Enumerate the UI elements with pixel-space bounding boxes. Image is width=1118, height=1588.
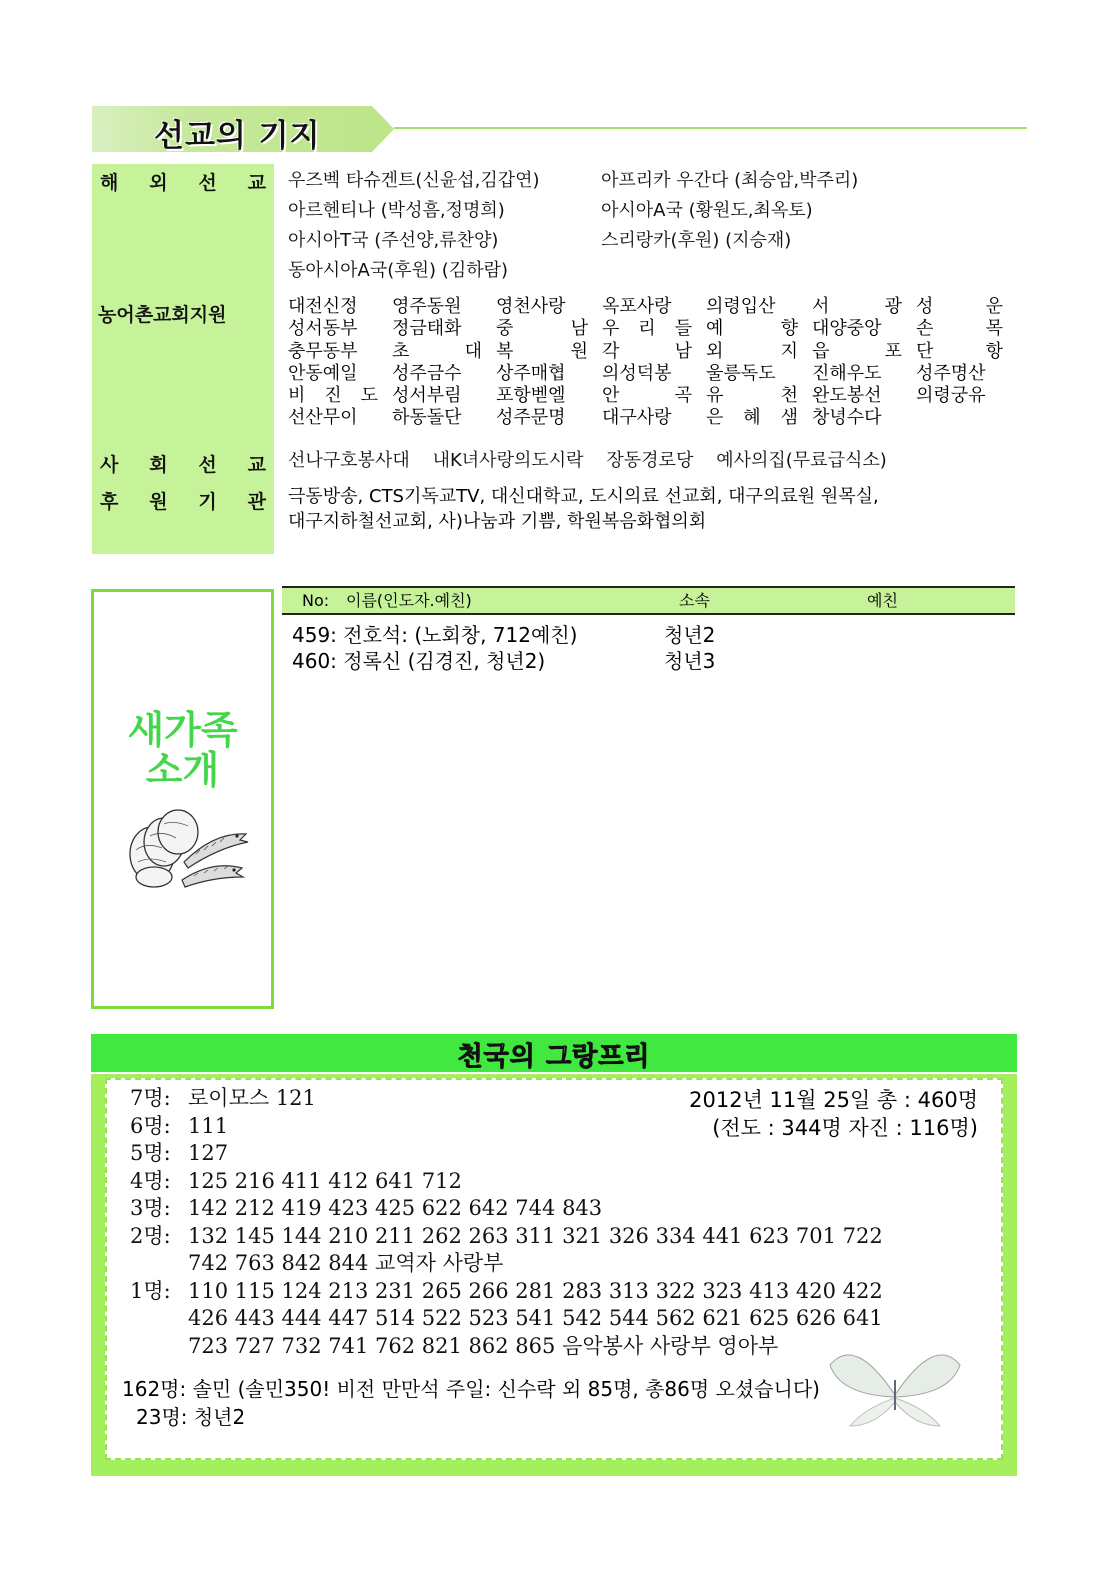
church-name: 초 대	[392, 340, 482, 362]
header-name: 이름(인도자.예친)	[346, 591, 472, 610]
church-name: 은 혜 샘	[706, 407, 798, 429]
church-name: 울릉독도	[706, 362, 776, 384]
church-name: 하동돌단	[392, 407, 462, 429]
church-name: 손 목	[916, 318, 1003, 340]
church-name: 성 운	[916, 296, 1003, 317]
church-name: 영주동원	[392, 296, 462, 317]
ranking-values: 142 212 419 423 425 622 642 744 843	[188, 1196, 603, 1220]
ranking-label: 3명:	[130, 1196, 171, 1220]
table-row	[288, 363, 1003, 385]
ranking-row	[130, 1195, 883, 1223]
ranking-values: 로이모스 121	[188, 1086, 316, 1110]
church-name: 성서동부	[288, 318, 358, 340]
church-name: 의성덕봉	[602, 362, 672, 384]
ranking-row	[130, 1278, 883, 1306]
ranking-label: 2명:	[130, 1223, 171, 1248]
church-name: 성주문명	[496, 407, 566, 429]
new-family-table-header	[282, 586, 1015, 615]
church-name: 성주금수	[392, 362, 462, 384]
ranking-label: 5명:	[130, 1141, 171, 1165]
table-row	[288, 385, 1003, 407]
church-name: 비 진 도	[288, 385, 378, 407]
list-item: 동아시아A국(후원) (김하람)	[288, 260, 509, 281]
ranking-values: 110 115 124 213 231 265 266 281 283 313 322 323 413 420 422	[188, 1278, 883, 1303]
table-row	[288, 318, 1003, 340]
overseas-missions-list	[288, 166, 921, 286]
footer-line: 23명: 청년2	[136, 1405, 246, 1429]
label-overseas-missions: 해 외 선 교	[100, 172, 266, 194]
header-group: 소속	[679, 591, 710, 610]
breakdown: (전도 : 344명 자진 : 116명)	[712, 1116, 978, 1140]
church-name: 옥포사랑	[602, 296, 672, 317]
church-name: 대양중앙	[812, 318, 882, 340]
footer-line: 162명: 솔민 (솔민350! 비전 만만석 주일: 신수락 외 85명, 총86명 오셨습니다)	[122, 1377, 820, 1401]
new-family-box	[91, 589, 274, 1009]
church-name: 대전신정	[288, 296, 358, 317]
church-name: 외 지	[706, 340, 798, 362]
list-item: 아르헨티나 (박성흠,정명희)	[288, 200, 505, 221]
church-name: 복 원	[496, 340, 588, 362]
ranking-row	[130, 1140, 883, 1168]
church-name: 중 남	[496, 318, 588, 340]
list-item	[601, 256, 921, 286]
church-name: 안 곡	[602, 385, 692, 407]
table-row	[288, 407, 1003, 429]
ranking-values: 132 145 144 210 211 262 263 311 321 326 334 441 623 701 722	[188, 1223, 883, 1248]
grand-prix-banner	[91, 1034, 1017, 1074]
church-name: 창녕수다	[812, 407, 882, 429]
church-name: 안동예일	[288, 362, 358, 384]
church-name: 유 천	[706, 385, 798, 407]
table-row: 460: 정록신 (김경진, 청년2) 청년3	[292, 649, 716, 673]
missions-title: 선교의 기지	[154, 118, 321, 154]
list-item: 아시아T국 (주선양,류찬양)	[288, 230, 499, 251]
church-name: 선산무이	[288, 407, 358, 429]
list-item: 우즈벡 타슈겐트(신윤섭,김갑연)	[288, 170, 540, 191]
table-row: 459: 전호석: (노회창, 712예친) 청년2	[292, 623, 716, 647]
ranking-row	[130, 1305, 883, 1333]
butterfly-icon	[820, 1340, 970, 1434]
ranking-values: 127	[188, 1141, 229, 1165]
social-missions-text: 선나구호봉사대 내K녀사랑의도시락 장동경로당 예사의집(무료급식소)	[288, 450, 887, 471]
church-name: 영천사랑	[496, 296, 566, 317]
rural-church-grid	[288, 296, 1003, 430]
church-name: 완도봉선	[812, 385, 882, 407]
church-name: 읍 포	[812, 340, 902, 362]
ranking-label: 4명:	[130, 1168, 171, 1193]
grand-prix-title: 천국의 그랑프리	[457, 1042, 651, 1072]
church-name: 우 리 들	[602, 318, 692, 340]
ranking-row	[130, 1168, 883, 1196]
header-rule	[394, 127, 1027, 129]
church-name: 서 광	[812, 296, 902, 317]
ranking-row	[130, 1250, 883, 1278]
total-date: 2012년 11월 25일 총 : 460명	[689, 1088, 978, 1112]
church-name: 각 남	[602, 340, 692, 362]
ranking-values: 742 763 842 844 교역자 사랑부	[188, 1251, 504, 1275]
grand-prix-footer	[122, 1375, 820, 1431]
ranking-label: 6명:	[130, 1113, 171, 1138]
list-item: 아시아A국 (황원도,최옥토)	[601, 200, 813, 221]
supporting-organizations-text: 극동방송, CTS기독교TV, 대신대학교, 도시의료 선교회, 대구의료원 원목실, 대구지하철선교회, 사)나눔과 기쁨, 학원복음화협의회	[288, 486, 879, 532]
church-name: 포항벧엘	[496, 385, 566, 407]
new-family-title: 새가족 소개	[127, 707, 238, 792]
church-name	[916, 407, 1003, 429]
church-name: 상주매협	[496, 362, 566, 384]
church-name: 성주명산	[916, 362, 986, 384]
ranking-label: 7명:	[130, 1086, 171, 1110]
table-row	[288, 341, 1003, 363]
ranking-values: 111	[188, 1113, 229, 1138]
header-cell: 예친	[867, 591, 898, 610]
church-name: 단 항	[916, 340, 1003, 362]
ranking-values: 125 216 411 412 641 712	[188, 1168, 462, 1193]
table-row	[288, 296, 1003, 318]
missions-header	[92, 104, 1027, 154]
ranking-values: 426 443 444 447 514 522 523 541 542 544 562 621 625 626 641	[188, 1306, 883, 1330]
label-supporting-organizations: 후 원 기 관	[100, 491, 266, 513]
label-social-missions: 사 회 선 교	[100, 454, 266, 476]
list-item: 아프리카 우간다 (최승암,박주리)	[601, 170, 859, 191]
church-name: 진해우도	[812, 362, 882, 384]
ranking-row	[130, 1333, 883, 1361]
bread-and-fish-icon	[124, 802, 254, 901]
header-no: No:	[302, 591, 330, 610]
church-name: 의령궁유	[916, 385, 986, 407]
grand-prix-summary	[689, 1086, 978, 1142]
new-family-list	[292, 622, 764, 674]
church-name: 대구사랑	[602, 407, 672, 429]
church-name: 충무동부	[288, 340, 358, 362]
ranking-values: 723 727 732 741 762 821 862 865 음악봉사 사랑부 영아부	[188, 1333, 779, 1358]
label-rural-church-support: 농어촌교회지원	[98, 304, 227, 326]
list-item: 스리랑카(후원) (지승재)	[601, 230, 792, 251]
church-name: 예 향	[706, 318, 798, 340]
ranking-label: 1명:	[130, 1278, 171, 1303]
church-name: 의령입산	[706, 296, 776, 317]
ranking-row	[130, 1223, 883, 1251]
church-name: 성서부림	[392, 385, 462, 407]
church-name: 정금태화	[392, 318, 462, 340]
